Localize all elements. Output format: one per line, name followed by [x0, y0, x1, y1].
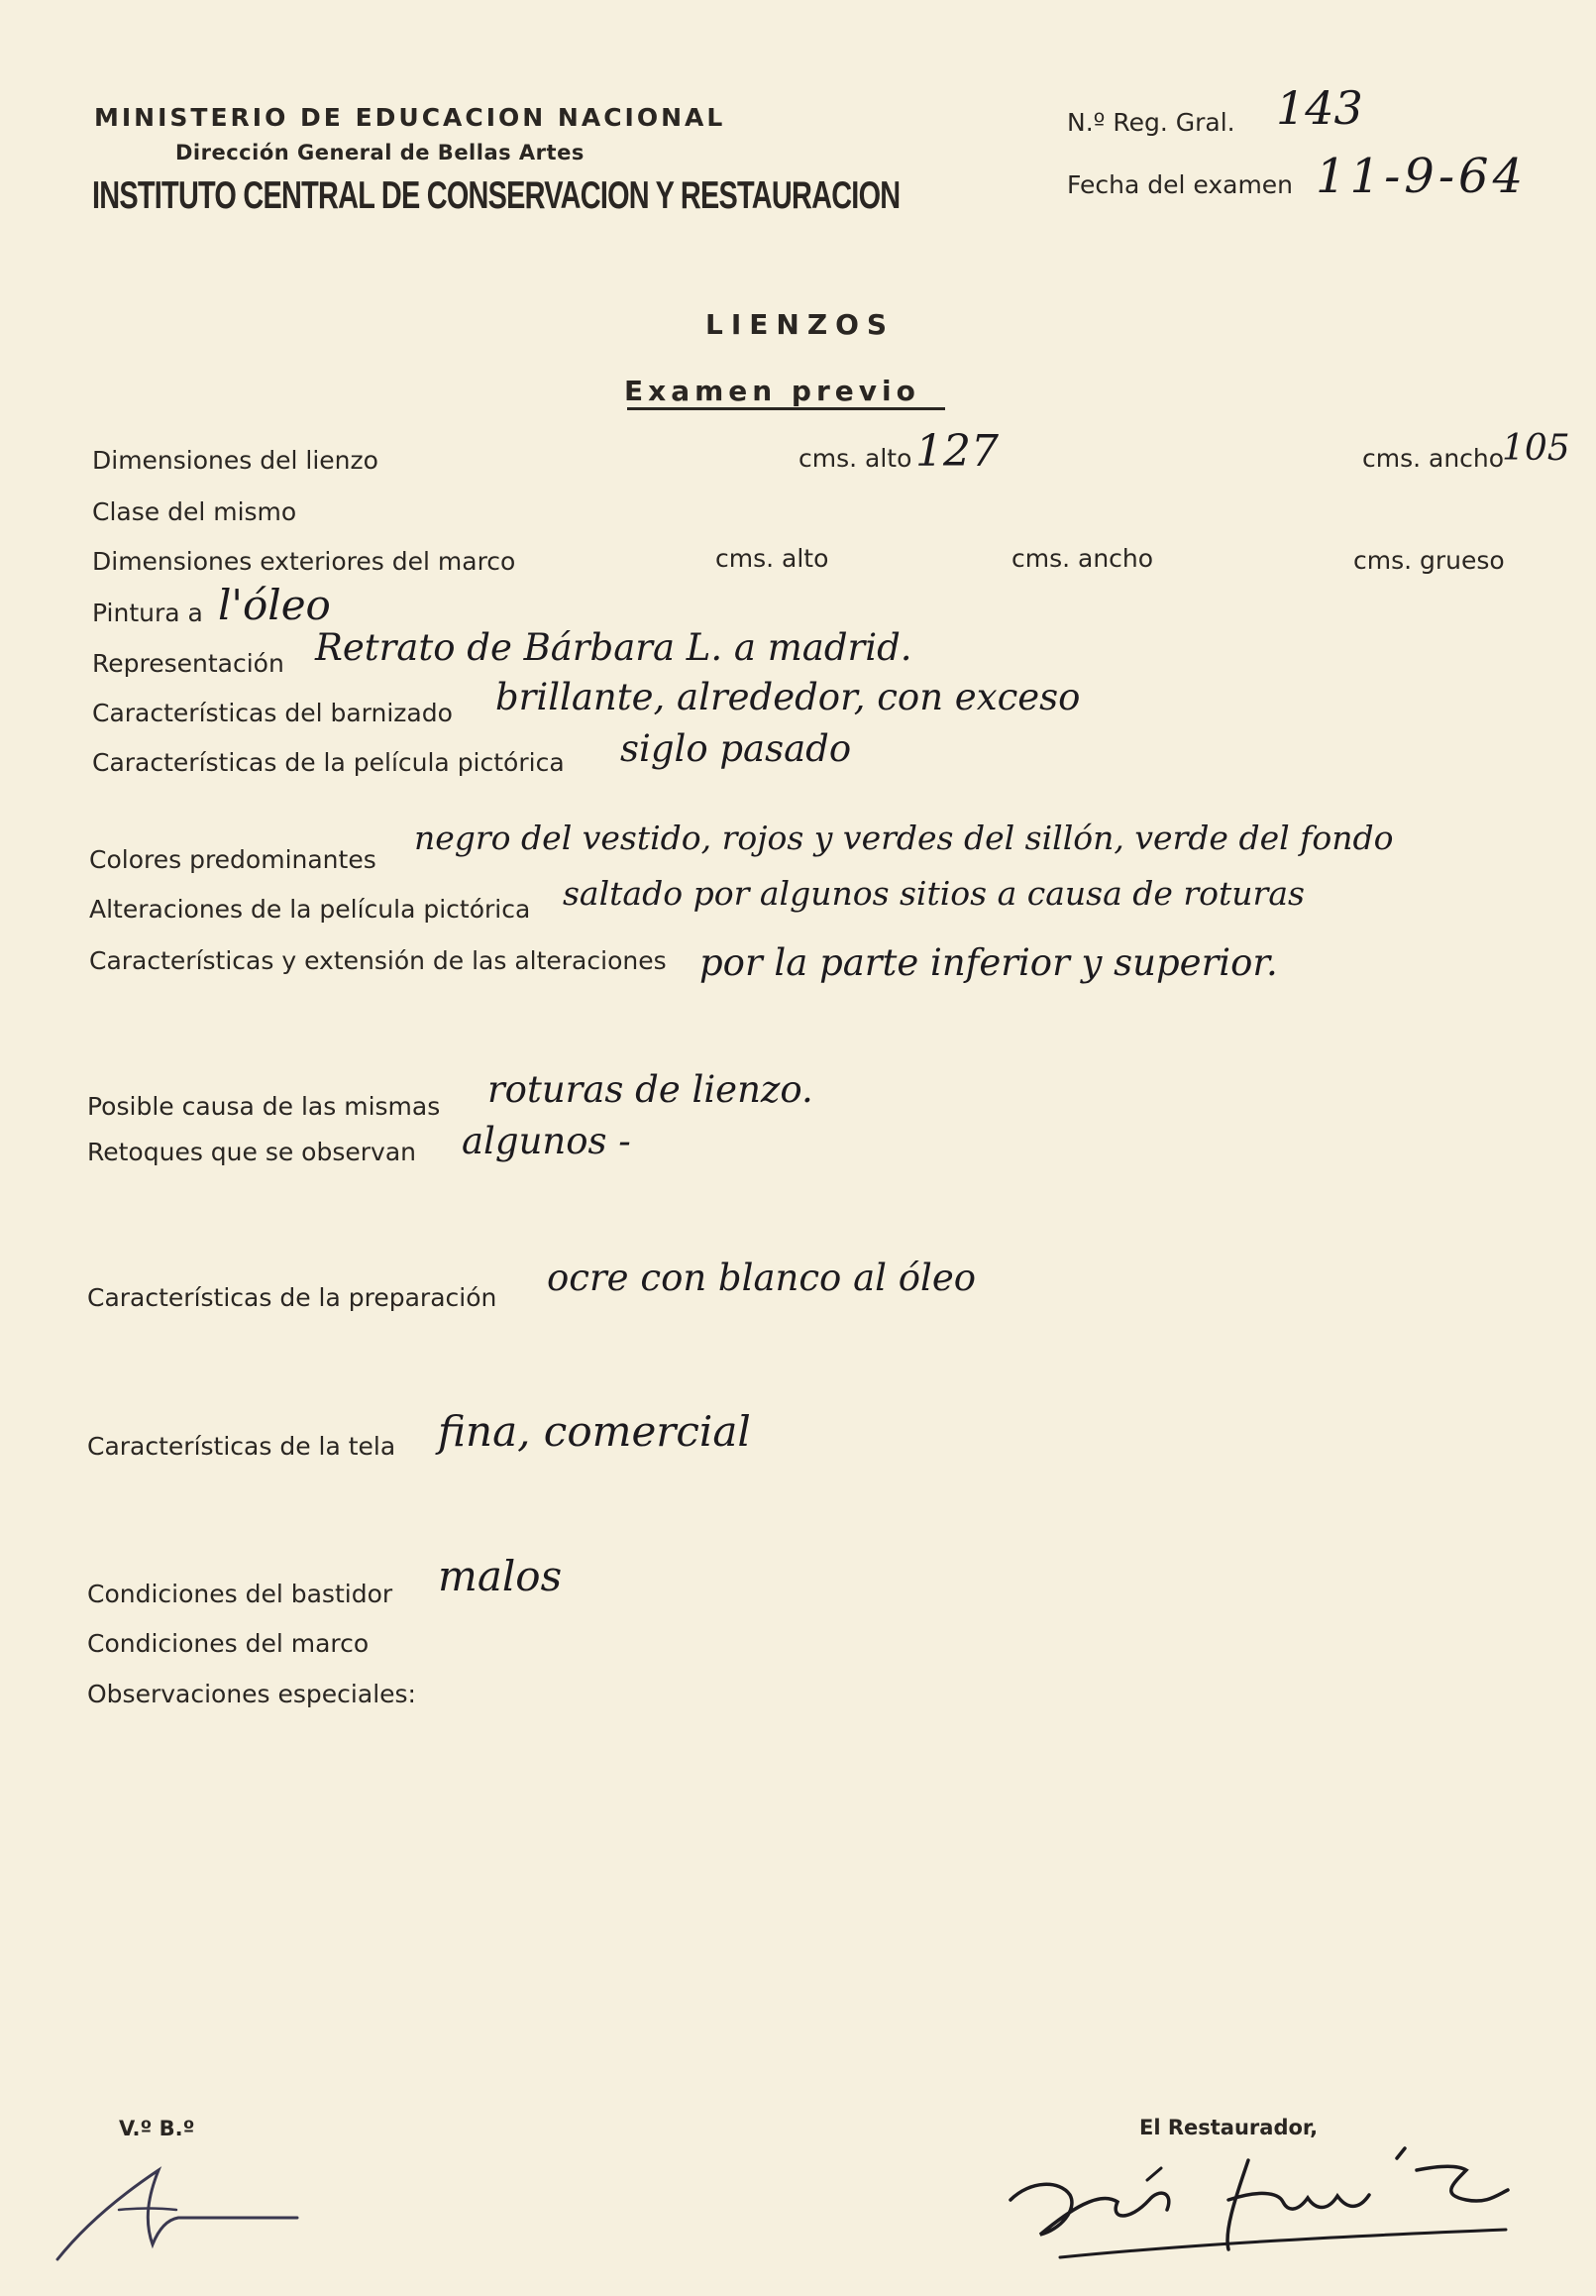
causa-value: roturas de lienzo. — [487, 1068, 813, 1111]
pelicula-label: Características de la película pictórica — [92, 748, 565, 777]
instituto-heading: INSTITUTO CENTRAL DE CONSERVACION Y RESTAURACION — [92, 174, 901, 217]
extension-value: por la parte inferior y superior. — [699, 941, 1278, 984]
subtitle-underline — [627, 407, 945, 410]
tela-label: Características de la tela — [87, 1432, 396, 1461]
vb-label: V.º B.º — [119, 2117, 195, 2140]
restaurador-label: El Restaurador, — [1139, 2116, 1319, 2139]
cms-ancho-value: 105 — [1502, 428, 1570, 469]
form-subtitle: Examen previo — [624, 375, 920, 407]
restaurador-signature — [1001, 2140, 1536, 2269]
marco-condiciones-label: Condiciones del marco — [87, 1629, 370, 1658]
clase-label: Clase del mismo — [92, 497, 297, 526]
observaciones-label: Observaciones especiales: — [87, 1680, 416, 1708]
direccion-heading: Dirección General de Bellas Artes — [175, 141, 585, 164]
preparacion-label: Características de la preparación — [87, 1283, 497, 1312]
fecha-value: 11-9-64 — [1316, 149, 1528, 204]
cms-alto-label: cms. alto — [798, 444, 912, 473]
ministry-heading: MINISTERIO DE EDUCACION NACIONAL — [94, 103, 726, 132]
marco-alto-label: cms. alto — [715, 544, 829, 573]
fecha-label: Fecha del examen — [1067, 170, 1294, 199]
colores-label: Colores predominantes — [89, 845, 376, 874]
causa-label: Posible causa de las mismas — [87, 1092, 441, 1121]
cms-alto-value: 127 — [915, 426, 999, 477]
bastidor-value: malos — [438, 1552, 563, 1600]
retoques-label: Retoques que se observan — [87, 1138, 416, 1166]
barnizado-value: brillante, alrededor, con exceso — [495, 676, 1081, 718]
bastidor-label: Condiciones del bastidor — [87, 1580, 393, 1608]
form-title: LIENZOS — [705, 308, 896, 341]
alteraciones-label: Alteraciones de la película pictórica — [89, 895, 531, 924]
barnizado-label: Características del barnizado — [92, 699, 453, 727]
marco-ancho-label: cms. ancho — [1011, 544, 1154, 573]
extension-label: Características y extensión de las alteraciones — [89, 946, 667, 975]
preparacion-value: ocre con blanco al óleo — [547, 1257, 977, 1299]
pelicula-value: siglo pasado — [620, 727, 852, 770]
marco-grueso-label: cms. grueso — [1353, 546, 1505, 575]
alteraciones-value: saltado por algunos sitios a causa de roturas — [563, 874, 1305, 913]
tela-value: fina, comercial — [438, 1407, 751, 1456]
representacion-label: Representación — [92, 649, 284, 678]
dimensiones-lienzo-label: Dimensiones del lienzo — [92, 446, 378, 475]
representacion-value: Retrato de Bárbara L. a madrid. — [315, 626, 912, 669]
colores-value: negro del vestido, rojos y verdes del sillón, verde del fondo — [414, 819, 1394, 857]
pintura-value: l'óleo — [218, 581, 331, 629]
vb-signature — [50, 2150, 307, 2269]
reg-value: 143 — [1276, 81, 1363, 135]
dim-exteriores-label: Dimensiones exteriores del marco — [92, 547, 516, 576]
reg-label: N.º Reg. Gral. — [1067, 108, 1235, 137]
retoques-value: algunos - — [462, 1120, 631, 1162]
pintura-label: Pintura a — [92, 599, 203, 627]
cms-ancho-label: cms. ancho — [1362, 444, 1505, 473]
